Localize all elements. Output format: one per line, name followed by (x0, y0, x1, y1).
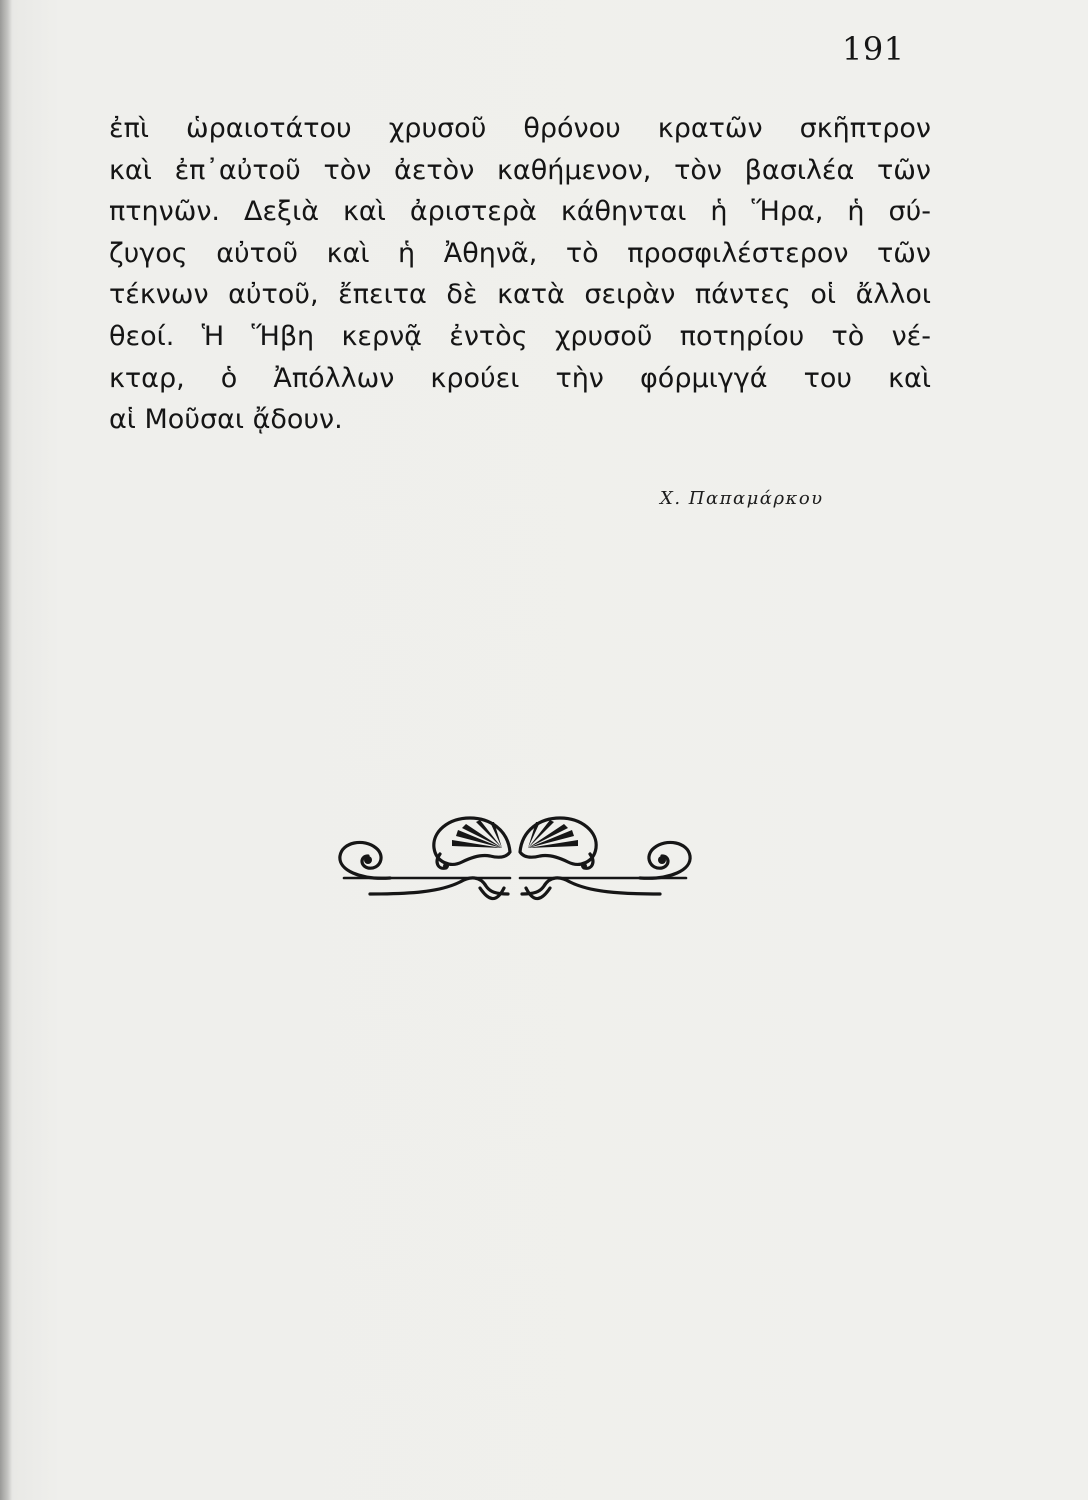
text-line: πτηνῶν. Δεξιὰ καὶ ἀριστερὰ κάθηνται ἡ Ἥρα, ἡ σύ- (109, 196, 931, 228)
text-line: αἱ Μοῦσαι ᾄδουν. (109, 404, 343, 436)
text-line: ἐπὶ ὡραιοτάτου χρυσοῦ θρόνου κρατῶν σκῆπτρον (109, 113, 931, 144)
text-line: τέκνων αὐτοῦ, ἔπειτα δὲ κατὰ σειρὰν πάντες οἱ ἄλλοι (109, 279, 931, 311)
author-signature: Χ. Παπαμάρκου (660, 488, 824, 509)
page-number: 191 (842, 30, 905, 68)
text-line: κταρ, ὁ Ἀπόλλων κρούει τὴν φόρμιγγά του καὶ (109, 362, 931, 394)
binding-edge (0, 0, 12, 1500)
text-line: καὶ ἐπ᾽αὐτοῦ τὸν ἀετὸν καθήμενον, τὸν βασιλέα τῶν (109, 154, 931, 186)
text-line: ζυγος αὐτοῦ καὶ ἡ Ἀθηνᾶ, τὸ προσφιλέστερον τῶν (109, 237, 931, 269)
body-paragraph (109, 108, 931, 441)
fleuron-ornament-icon (330, 808, 700, 918)
text-line: θεοί. Ἡ Ἥβη κερνᾷ ἐντὸς χρυσοῦ ποτηρίου τὸ νέ- (109, 320, 931, 352)
